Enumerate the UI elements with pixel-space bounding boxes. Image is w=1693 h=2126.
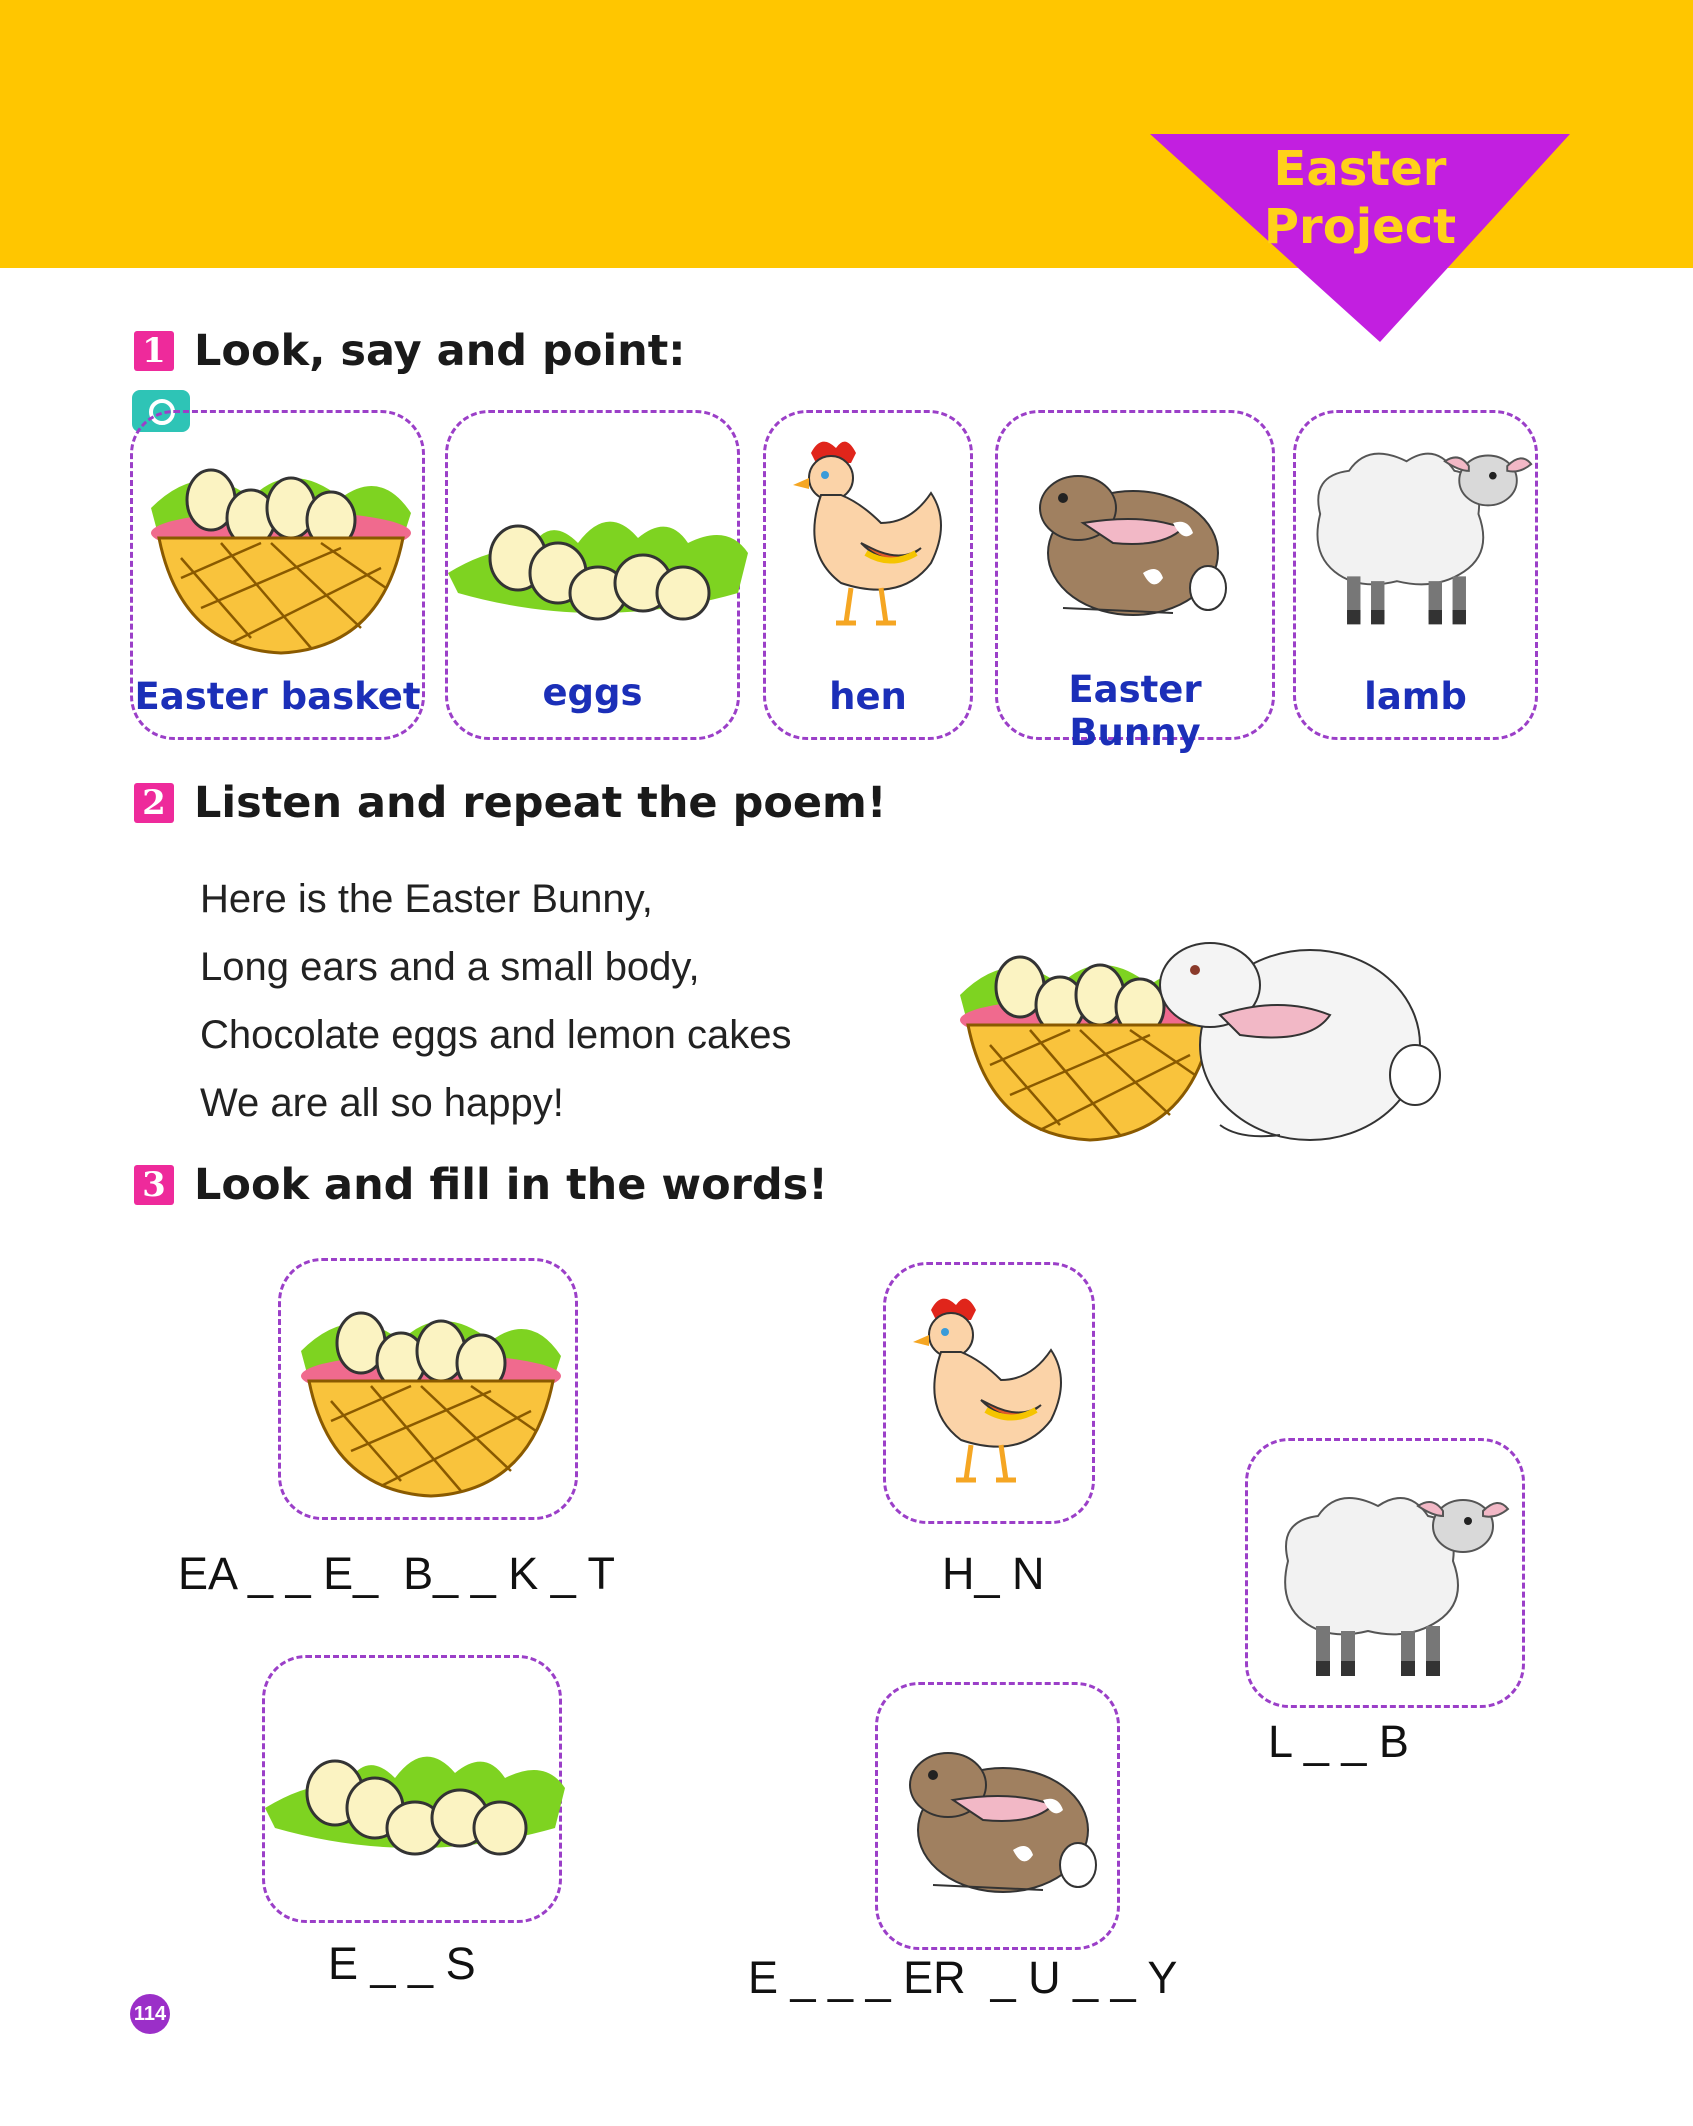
hen-icon [781, 433, 961, 643]
page-number: 114 [130, 1994, 170, 2034]
fill-card-eggs [262, 1655, 562, 1923]
card-easter-bunny[interactable] [995, 410, 1275, 754]
eggs-icon [448, 483, 748, 633]
fill-card-basket [278, 1258, 578, 1520]
easter-basket-icon [141, 438, 421, 658]
fill-word-lamb[interactable]: L _ _ B [1268, 1716, 1409, 1767]
card-hen[interactable] [763, 410, 973, 740]
easter-basket-icon [291, 1281, 571, 1501]
bunny-icon [1023, 453, 1243, 633]
fill-word-eggs[interactable]: E _ _ S [328, 1938, 476, 1989]
poem-line: Here is the Easter Bunny, [200, 877, 653, 921]
section3-heading [134, 1160, 828, 1210]
project-title [1210, 134, 1510, 256]
card-label: Easter basket [134, 675, 421, 718]
fill-word-basket[interactable]: EA _ _ E_ B_ _ K _ T [178, 1548, 615, 1599]
fill-card-lamb [1245, 1438, 1525, 1708]
section-title: Listen and repeat the poem! [194, 778, 887, 828]
poem-line: Long ears and a small body, [200, 945, 700, 989]
lamb-icon [1301, 433, 1536, 643]
card-label: Easter Bunny [1068, 668, 1202, 754]
section-title: Look and fill in the words! [194, 1160, 828, 1210]
poem-line: We are all so happy! [200, 1081, 564, 1125]
card-lamb[interactable] [1293, 410, 1538, 740]
section-number-badge: 1 [134, 331, 174, 371]
eggs-icon [265, 1718, 565, 1868]
section-number-badge: 2 [134, 783, 174, 823]
fill-card-hen [883, 1262, 1095, 1524]
fill-word-bunny[interactable]: E _ _ _ ER _ U _ _ Y [748, 1952, 1178, 2003]
card-easter-basket[interactable] [130, 410, 425, 740]
poem [200, 865, 791, 1137]
card-label: lamb [1364, 675, 1467, 718]
bunny-with-basket-icon [1110, 925, 1450, 1155]
project-title-line1: Easter [1273, 141, 1447, 197]
section2-heading [134, 778, 886, 828]
project-title-line2: Project [1263, 199, 1457, 255]
project-tag [1150, 134, 1570, 342]
poem-line: Chocolate eggs and lemon cakes [200, 1013, 792, 1057]
card-eggs[interactable] [445, 410, 740, 740]
section-number-badge: 3 [134, 1165, 174, 1205]
section1-heading [134, 326, 685, 376]
fill-word-hen[interactable]: H_ N [942, 1548, 1045, 1599]
bunny-icon [893, 1730, 1113, 1910]
section-title: Look, say and point: [194, 326, 686, 376]
card-label: hen [829, 675, 907, 718]
lamb-icon [1268, 1481, 1513, 1691]
card-label: eggs [542, 671, 643, 714]
fill-card-bunny [875, 1682, 1120, 1950]
hen-icon [901, 1290, 1081, 1500]
